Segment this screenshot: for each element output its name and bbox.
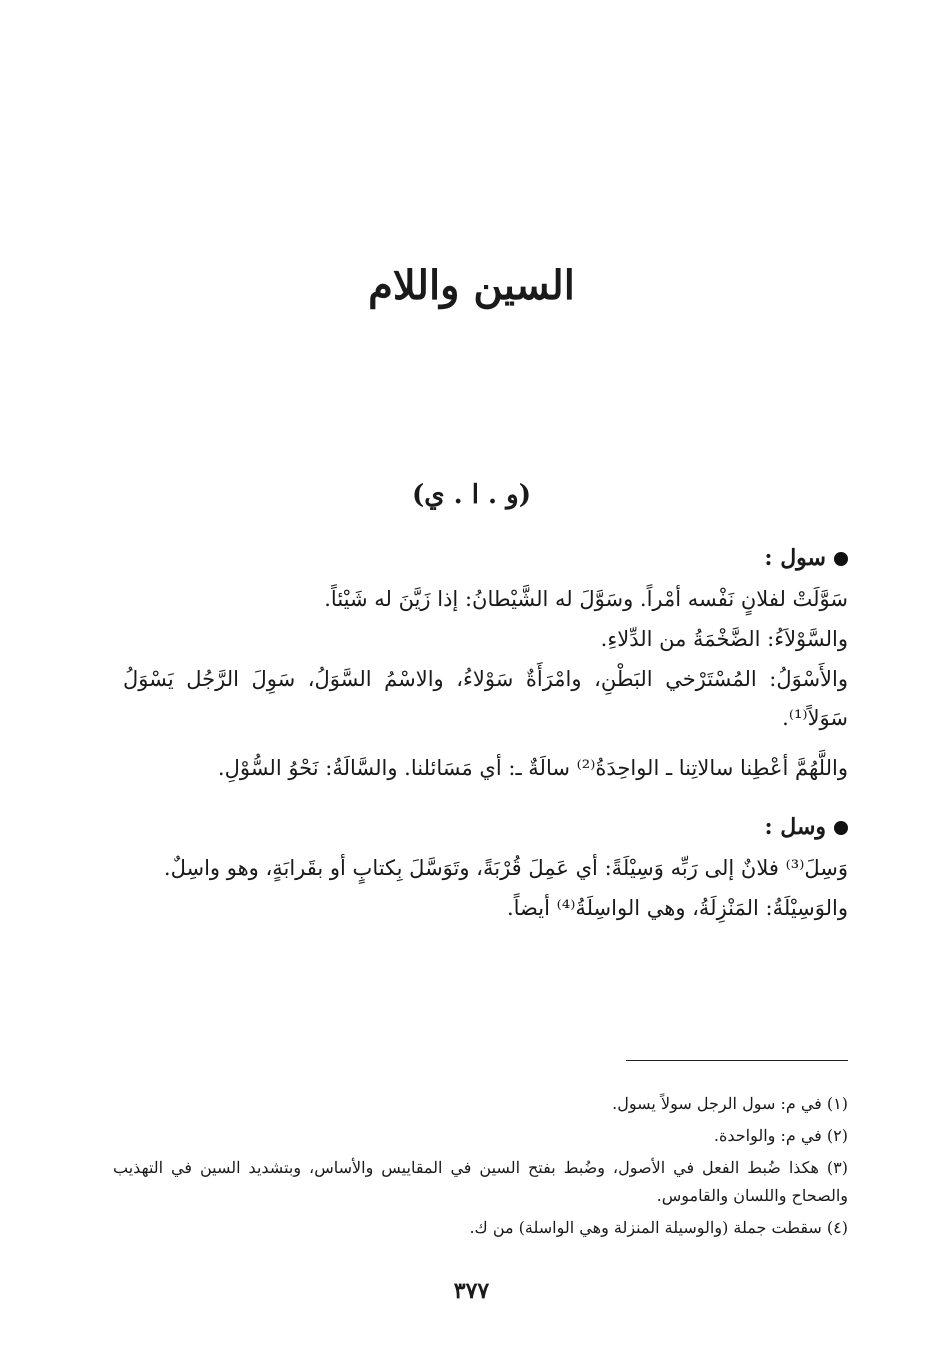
entry-paragraph: وَسِلَ⁽³⁾ فلانٌ إلى رَبِّه وَسِيْلَةً: أي عَمِلَ قُرْبَةً، وتَوَسَّلَ بِكتابٍ أو بقَرابَةٍ، وهو واسِلٌ. (163, 856, 848, 881)
footnotes (113, 1090, 848, 1246)
footnote-divider (626, 1060, 848, 1061)
root-heading: (و . ا . ي) (411, 480, 532, 510)
bullet-icon (834, 821, 848, 835)
entry-paragraph: والسَّوْلاَءُ: الضَّخْمَةُ من الدِّلاءِ. (600, 626, 848, 651)
footnote: (٣) هكذا ضُبط الفعل في الأصول، وضُبط بفتح السين في المقاييس والأساس، وبتشديد السين في التهذيب والصحاح واللسان والقاموس. (113, 1158, 848, 1205)
entry-heading-text: وسل : (764, 814, 826, 841)
footnote: (٢) في م: والواحدة. (713, 1126, 848, 1145)
entry-paragraph: والوَسِيْلَةُ: المَنْزِلَةُ، وهي الواسِلَةُ⁽⁴⁾ أيضاً. (506, 895, 848, 920)
footnote: (٤) سقطت جملة (والوسيلة المنزلة وهي الواسلة) من ك. (469, 1218, 848, 1237)
bullet-icon (834, 552, 848, 566)
entry-paragraph: واللَّهُمَّ أعْطِنا سالاتِنا ـ الواحِدَةُ⁽²⁾ سالَةٌ ـ: أي مَسَائلنا. والسَّالَةُ: نَحْوُ السُّوْلِ. (217, 756, 848, 781)
chapter-title: السين واللام (368, 262, 575, 309)
entry-heading-text: سول : (764, 545, 826, 571)
footnote: (١) في م: سول الرجل سولاً يسول. (612, 1094, 848, 1113)
entry-wasl (123, 807, 848, 929)
page-number: ٣٧٧ (453, 1278, 490, 1304)
entry-paragraph: والأَسْوَلُ: المُسْتَرْخي البَطْنِ، وامْرَأَةٌ سَوْلاءُ، والاسْمُ السَّوَلُ، سَوِلَ الرَّجُل يَسْوَلُ سَوَلاً⁽¹⁾. (123, 666, 848, 731)
entry-heading (123, 538, 848, 580)
dictionary-body (123, 538, 848, 947)
entry-paragraph: سَوَّلَتْ لفلانٍ نَفْسه أمْراً. وسَوَّلَ له الشَّيْطانُ: إذا زَيَّنَ له شَيْئاً. (324, 586, 848, 611)
entry-heading (123, 807, 848, 849)
entry-sawl (123, 538, 848, 789)
